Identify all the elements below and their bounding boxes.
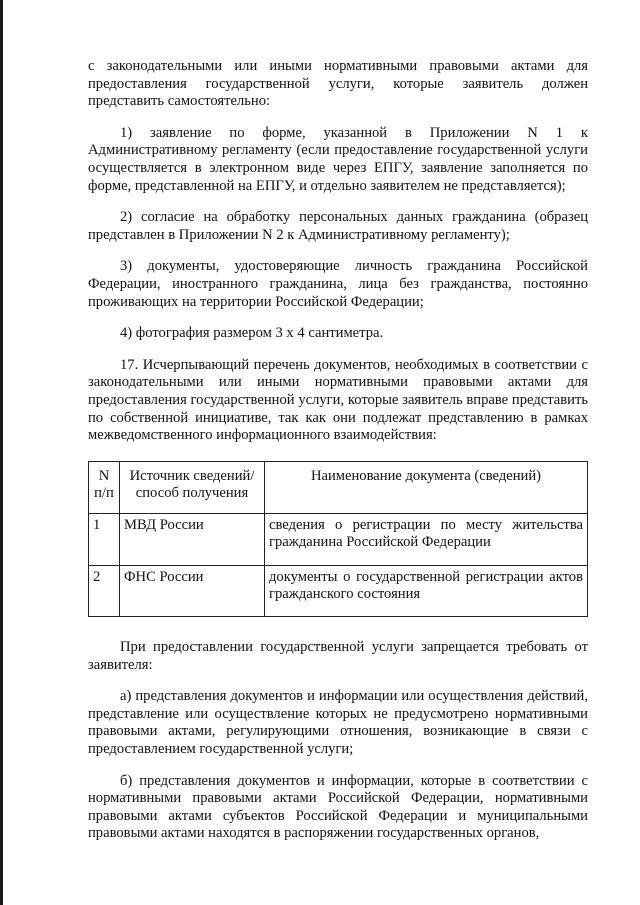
table-row (89, 565, 588, 616)
cell-document-name: документы о государственной регистрации актов гражданского состояния (265, 565, 588, 616)
documents-table (88, 461, 588, 617)
cell-number: 2 (89, 565, 120, 616)
table-row (89, 513, 588, 565)
cell-source: ФНС России (120, 565, 265, 616)
prohibition-item-a: а) представления документов и информации или осуществления действий, представление или осуществление которых не предусмотрено нормативными правовыми актами, регулирующими отношения, возникающие в связи с предоставлением государственной услуги; (88, 688, 588, 758)
header-source: Источник сведений/способ получения (120, 461, 265, 513)
document-body (88, 58, 588, 843)
prohibition-paragraph: При предоставлении государственной услуги запрещается требовать от заявителя: (88, 639, 588, 673)
list-item-3: 3) документы, удостоверяющие личность гражданина Российской Федерации, иностранного гражданина, лица без гражданства, постоянно проживающих на территории Российской Федерации; (88, 258, 588, 310)
cell-number: 1 (89, 513, 120, 565)
paragraph-continuation: с законодательными или иными нормативными правовыми актами для предоставления государственной услуги, которые заявитель должен представить самостоятельно: (88, 58, 588, 110)
header-document-name: Наименование документа (сведений) (265, 461, 588, 513)
prohibition-item-b: б) представления документов и информации, которые в соответствии с нормативными правовыми актами Российской Федерации, нормативными правовыми актами субъектов Российской Федерации и муниципальными правовыми актами находятся в распоряжении государственных органов, (88, 772, 588, 842)
cell-document-name: сведения о регистрации по месту жительства гражданина Российской Федерации (265, 513, 588, 565)
list-item-2: 2) согласие на обработку персональных данных гражданина (образец представлен в Приложении N 2 к Административному регламенту); (88, 209, 588, 243)
list-item-1: 1) заявление по форме, указанной в Приложении N 1 к Административному регламенту (если предоставление государственной услуги осуществляется в электронном виде через ЕПГУ, заявление заполняется по форме, представленной на ЕПГУ, и отдельно заявителем не представляется); (88, 124, 588, 194)
section-17-paragraph: 17. Исчерпывающий перечень документов, необходимых в соответствии с законодательными или иными нормативными правовыми актами для предоставления государственной услуги, которые заявитель вправе представить по собственной инициативе, так как они подлежат представлению в рамках межведомственного информационного взаимодействия: (88, 356, 588, 444)
cell-source: МВД России (120, 513, 265, 565)
table-header-row (89, 461, 588, 513)
page-scan-edge (0, 0, 3, 905)
list-item-4: 4) фотография размером 3 х 4 сантиметра. (120, 325, 384, 342)
header-number: N п/п (89, 461, 120, 513)
